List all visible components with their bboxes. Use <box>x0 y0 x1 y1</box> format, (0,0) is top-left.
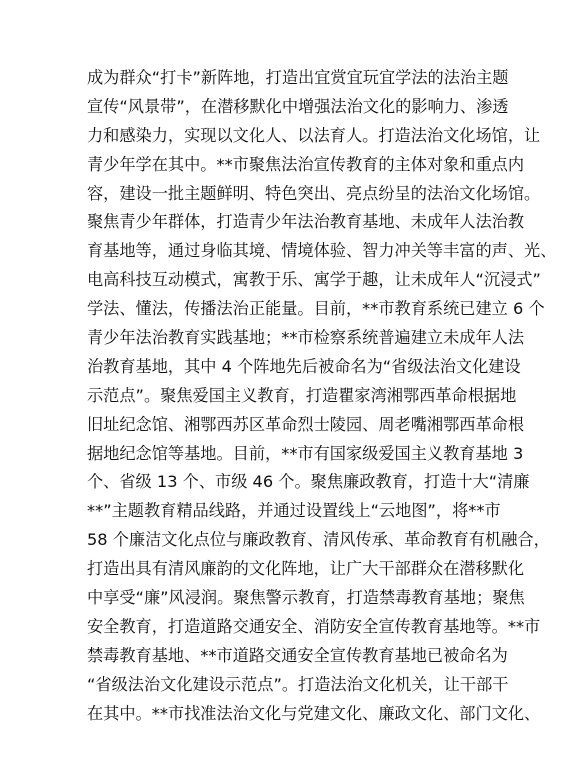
text-line: 学法、懂法，传播法治正能量。目前，**市教育系统已建立 6 个 <box>87 299 545 319</box>
text-line: 成为群众“打卡”新阵地，打造出宜赏宜玩宜学法的法治主题 <box>87 68 509 87</box>
text-line: 容，建设一批主题鲜明、特色突出、亮点纷呈的法治文化场馆。 <box>87 183 541 203</box>
text-line: 安全教育，打造道路交通安全、消防安全宣传教育基地等。**市 <box>87 616 541 636</box>
text-line: 宣传“风景带”，在潜移默化中增强法治文化的影响力、渗透 <box>87 96 509 116</box>
text-line: 打造出具有清风廉韵的文化阵地，让广大干部群众在潜移默化 <box>87 559 525 579</box>
text-line: **”主题教育精品线路，并通过设置线上“云地图”，将**市 <box>87 501 501 521</box>
text-line: 在其中。**市找准法治文化与党建文化、廉政文化、部门文化、 <box>87 703 541 723</box>
text-line: 青少年学在其中。**市聚焦法治宣传教育的主体对象和重点内 <box>87 154 525 174</box>
text-line: 力和感染力，实现以文化人、以法育人。打造法治文化场馆，让 <box>87 125 541 145</box>
text-line: 禁毒教育基地、**市道路交通安全宣传教育基地已被命名为 <box>87 645 508 665</box>
text-line: 育基地等，通过身临其境、情境体验、智力冲关等丰富的声、光、 <box>87 241 557 261</box>
text-line: 青少年法治教育实践基地；**市检察系统普遍建立未成年人法 <box>87 328 525 348</box>
text-line: 据地纪念馆等基地。目前，**市有国家级爱国主义教育基地 3 <box>87 443 524 463</box>
text-line: 示范点”。聚焦爱国主义教育，打造瞿家湾湘鄂西革命根据地 <box>87 385 517 405</box>
text-line: 电高科技互动模式，寓教于乐、寓学于趣，让未成年人“沉浸式” <box>87 270 541 290</box>
body-paragraph <box>87 64 557 728</box>
text-line: 旧址纪念馆、湘鄂西苏区革命烈士陵园、周老嘴湘鄂西革命根 <box>87 414 525 434</box>
text-line: 个、省级 13 个、市级 46 个。聚焦廉政教育，打造十大“清廉 <box>87 472 530 492</box>
text-line: 中享受“廉”风浸润。聚焦警示教育，打造禁毒教育基地；聚焦 <box>87 588 525 608</box>
text-line: 治教育基地，其中 4 个阵地先后被命名为“省级法治文化建设 <box>87 356 521 376</box>
text-line: 58 个廉洁文化点位与廉政教育、清风传承、革命教育有机融合， <box>87 530 550 550</box>
text-line: 聚焦青少年群体，打造青少年法治教育基地、未成年人法治教 <box>87 212 525 232</box>
text-line: “省级法治文化建设示范点”。打造法治文化机关，让干部干 <box>87 674 509 694</box>
